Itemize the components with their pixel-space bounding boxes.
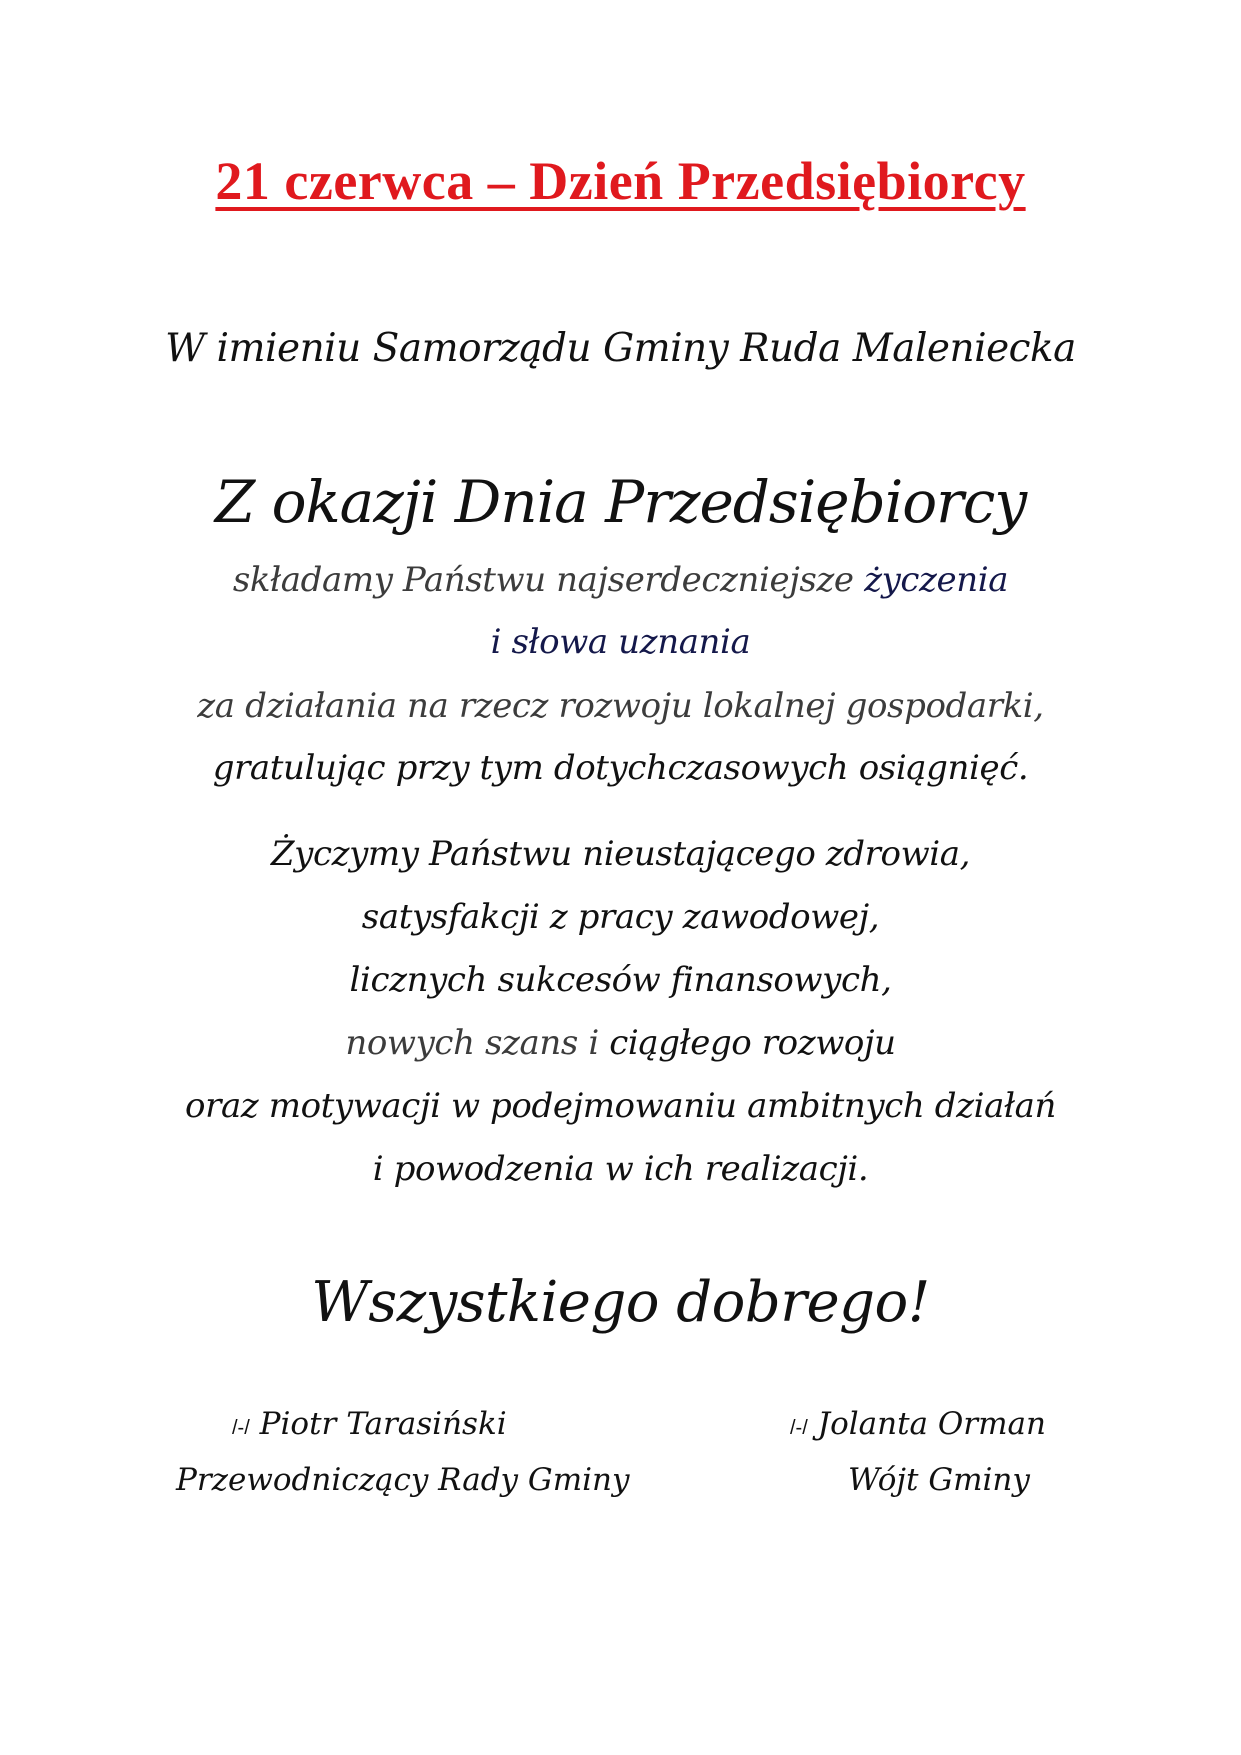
occasion-heading: Z okazji Dnia Przedsiębiorcy [214,468,1027,536]
signature-right-prefix: /-/ [790,1417,808,1439]
wishes-line-2: i słowa uznania [490,622,751,662]
signature-right-name-text: Jolanta Orman [817,1406,1046,1442]
wishes2-line-4-text: nowych szans i [345,1023,599,1063]
signature-left-name [232,1406,507,1442]
wishes2-line-3: licznych sukcesów finansowych, [349,960,892,1000]
signature-left-role: Przewodniczący Rady Gminy [176,1462,630,1498]
wishes-line-1-highlight: życzenia [864,560,1009,600]
signature-right-name [790,1406,1046,1442]
wishes2-line-4 [0,1023,1241,1063]
wishes2-line-1: Życzymy Państwu nieustającego zdrowia, [270,834,971,874]
signature-left-name-text: Piotr Tarasiński [259,1406,507,1442]
signature-left-prefix: /-/ [232,1417,250,1439]
closing-line: Wszystkiego dobrego! [311,1270,930,1335]
wishes-line-1-text: składamy Państwu najserdeczniejsze [232,560,854,600]
wishes2-line-4-rest: ciągłego rozwoju [609,1023,896,1063]
wishes2-line-6: i powodzenia w ich realizacji. [372,1149,869,1189]
wishes-line-3: za działania na rzecz rozwoju lokalnej gospodarki, [197,686,1044,726]
document-title: 21 czerwca – Dzień Przedsiębiorcy [215,151,1026,211]
intro-line: W imieniu Samorządu Gminy Ruda Maleniecka [165,326,1076,371]
wishes-line-1 [0,560,1241,600]
wishes2-line-2: satysfakcji z pracy zawodowej, [361,897,880,937]
wishes2-line-5: oraz motywacji w podejmowaniu ambitnych działań [185,1086,1056,1126]
signature-right-role: Wójt Gminy [848,1462,1030,1498]
wishes-line-4: gratulując przy tym dotychczasowych osiągnięć. [212,748,1029,788]
